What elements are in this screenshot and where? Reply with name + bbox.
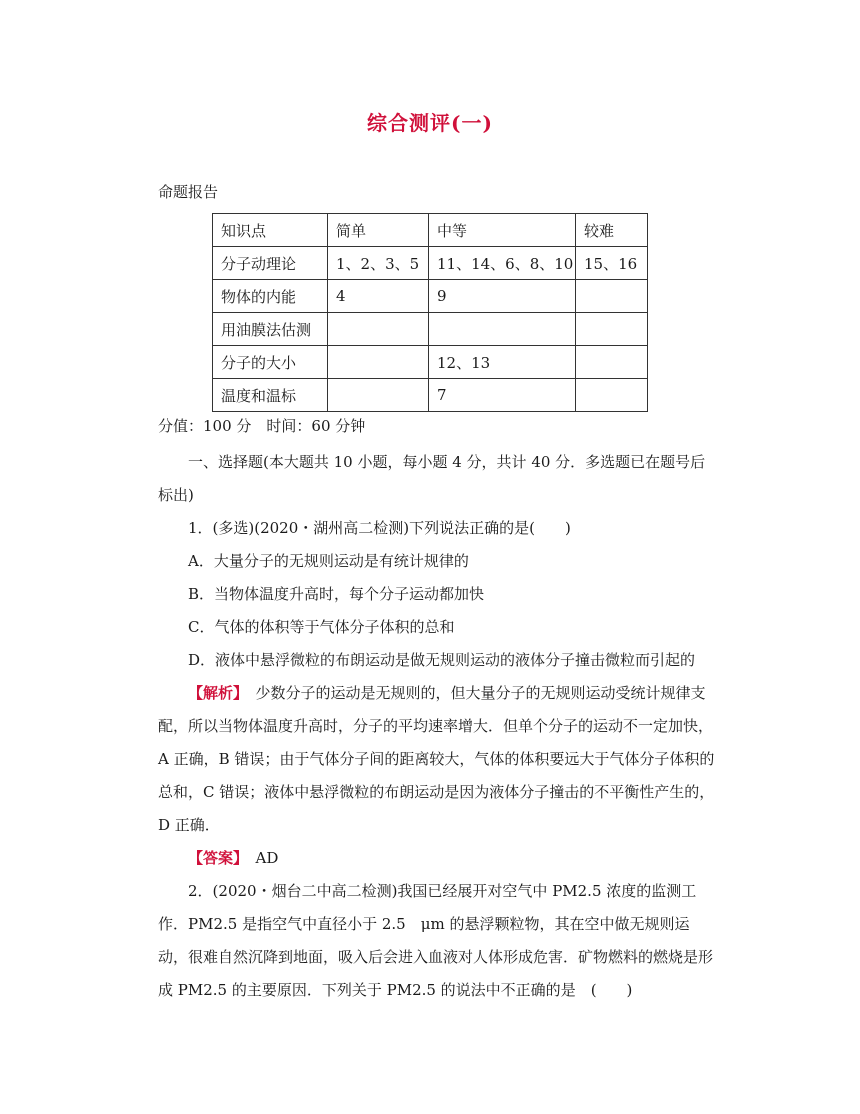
analysis-tag: 【解析】	[188, 684, 241, 702]
table-header: 知识点	[213, 214, 328, 247]
table-header: 简单	[328, 214, 429, 247]
question-1-analysis	[158, 677, 718, 842]
table-row	[213, 379, 648, 412]
table-cell	[576, 379, 648, 412]
question-1-option-c: C．气体的体积等于气体分子体积的总和	[188, 618, 455, 636]
table-cell	[328, 346, 429, 379]
table-cell: 分子动理论	[213, 247, 328, 280]
question-1-option-a: A．大量分子的无规则运动是有统计规律的	[188, 552, 469, 570]
table-row	[213, 280, 648, 313]
table-cell: 用油膜法估测	[213, 313, 328, 346]
question-1-stem: 1．(多选)(2020・湖州高二检测)下列说法正确的是( )	[188, 519, 571, 537]
table-cell	[576, 280, 648, 313]
table-cell: 温度和温标	[213, 379, 328, 412]
table-cell: 15、16	[576, 247, 648, 280]
question-2-stem: 2．(2020・烟台二中高二检测)我国已经展开对空气中 PM2.5 浓度的监测工作．PM2.5 是指空气中直径小于 2.5 μm 的悬浮颗粒物，其在空中做无规则运动，很难自然沉降到地面，吸入后会进入血液对人体形成危害．矿物燃料的燃烧是形成 PM2.5 的主要原因．下列关于 PM2.5 的说法中不正确的是 ( )	[158, 882, 714, 999]
table-cell: 9	[429, 280, 576, 313]
table-cell: 物体的内能	[213, 280, 328, 313]
table-row	[213, 247, 648, 280]
question-1-answer	[158, 842, 718, 875]
table-cell	[576, 313, 648, 346]
question-1-option-b: B．当物体温度升高时，每个分子运动都加快	[188, 585, 485, 603]
question-1-option-d: D．液体中悬浮微粒的布朗运动是做无规则运动的液体分子撞击微粒而引起的	[188, 651, 696, 669]
answer-tag: 【答案】	[188, 849, 241, 867]
report-label: 命题报告	[158, 183, 219, 201]
analysis-text: 少数分子的运动是无规则的，但大量分子的无规则运动受统计规律支配，所以当物体温度升高时，分子的平均速率增大．但单个分子的运动不一定加快，A 正确，B 错误；由于气体分子间的距离较大，气体的体积要远大于气体分子体积的总和，C 错误；液体中悬浮微粒的布朗运动是因为液体分子撞击的不平衡性产生的，D 正确．	[158, 684, 715, 834]
table-header: 中等	[429, 214, 576, 247]
table-cell: 11、14、6、8、10	[429, 247, 576, 280]
table-header-row	[213, 214, 648, 247]
table-cell: 4	[328, 280, 429, 313]
table-cell	[328, 313, 429, 346]
table-cell: 1、2、3、5	[328, 247, 429, 280]
table-cell: 12、13	[429, 346, 576, 379]
section-heading: 一、选择题(本大题共 10 小题，每小题 4 分，共计 40 分．多选题已在题号后标出)	[158, 453, 706, 504]
table-row	[213, 346, 648, 379]
score-time-line: 分值：100 分 时间：60 分钟	[158, 417, 366, 435]
table-cell: 分子的大小	[213, 346, 328, 379]
report-table	[212, 213, 648, 412]
table-cell	[328, 379, 429, 412]
table-cell: 7	[429, 379, 576, 412]
table-row	[213, 313, 648, 346]
page-title: 综合测评(一)	[367, 111, 493, 135]
table-header: 较难	[576, 214, 648, 247]
table-cell	[576, 346, 648, 379]
table-cell	[429, 313, 576, 346]
answer-text: AD	[240, 849, 279, 867]
